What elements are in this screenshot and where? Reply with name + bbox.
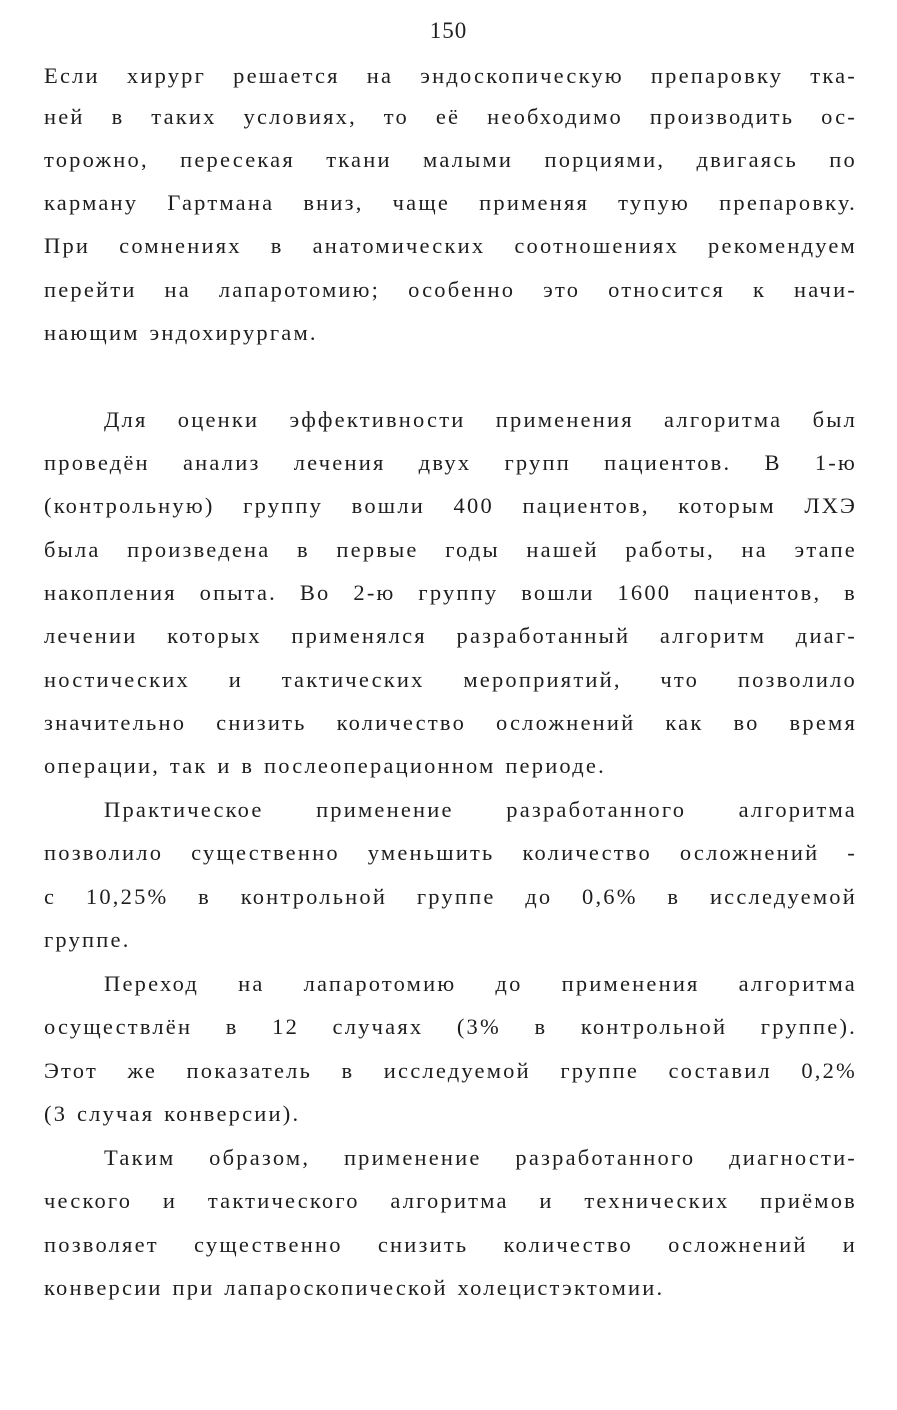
page-number: 150: [429, 18, 468, 43]
text-line: позволило существенно уменьшить количество осложнений -: [44, 840, 857, 865]
text-line: нающим эндохирургам.: [44, 320, 318, 345]
text-line: карману Гартмана вниз, чаще применяя тупую препаровку.: [44, 190, 857, 215]
text-line: Таким образом, применение разработанного диагности-: [104, 1145, 857, 1170]
text-line: позволяет существенно снизить количество осложнений и: [44, 1232, 857, 1257]
text-line: (контрольную) группу вошли 400 пациентов, которым ЛХЭ: [44, 493, 857, 518]
text-line: перейти на лапаротомию; особенно это относится к начи-: [44, 277, 857, 302]
text-line: Практическое применение разработанного алгоритма: [104, 797, 857, 822]
text-line: Переход на лапаротомию до применения алгоритма: [104, 971, 857, 996]
text-line: осуществлён в 12 случаях (3% в контрольной группе).: [44, 1014, 857, 1039]
text-line: операции, так и в послеоперационном периоде.: [44, 753, 606, 778]
text-line: с 10,25% в контрольной группе до 0,6% в исследуемой: [44, 884, 857, 909]
text-line: была произведена в первые годы нашей работы, на этапе: [44, 537, 857, 562]
text-line: Для оценки эффективности применения алгоритма был: [104, 407, 857, 432]
text-line: конверсии при лапароскопической холецистэктомии.: [44, 1275, 665, 1300]
text-line: лечении которых применялся разработанный алгоритм диаг-: [44, 623, 857, 648]
text-line: ческого и тактического алгоритма и технических приёмов: [44, 1188, 857, 1213]
text-line: ней в таких условиях, то её необходимо производить ос-: [44, 104, 857, 129]
text-line: накопления опыта. Во 2-ю группу вошли 1600 пациентов, в: [44, 580, 857, 605]
text-line: Этот же показатель в исследуемой группе составил 0,2%: [44, 1058, 857, 1083]
text-line: торожно, пересекая ткани малыми порциями, двигаясь по: [44, 147, 857, 172]
text-line: (3 случая конверсии).: [44, 1101, 301, 1126]
text-line: группе.: [44, 927, 131, 952]
text-line: Если хирург решается на эндоскопическую препаровку тка-: [44, 63, 857, 88]
text-line: ностических и тактических мероприятий, что позволило: [44, 667, 857, 692]
text-line: проведён анализ лечения двух групп пациентов. В 1-ю: [44, 450, 857, 475]
text-line: значительно снизить количество осложнений как во время: [44, 710, 857, 735]
text-line: При сомнениях в анатомических соотношениях рекомендуем: [44, 233, 857, 258]
